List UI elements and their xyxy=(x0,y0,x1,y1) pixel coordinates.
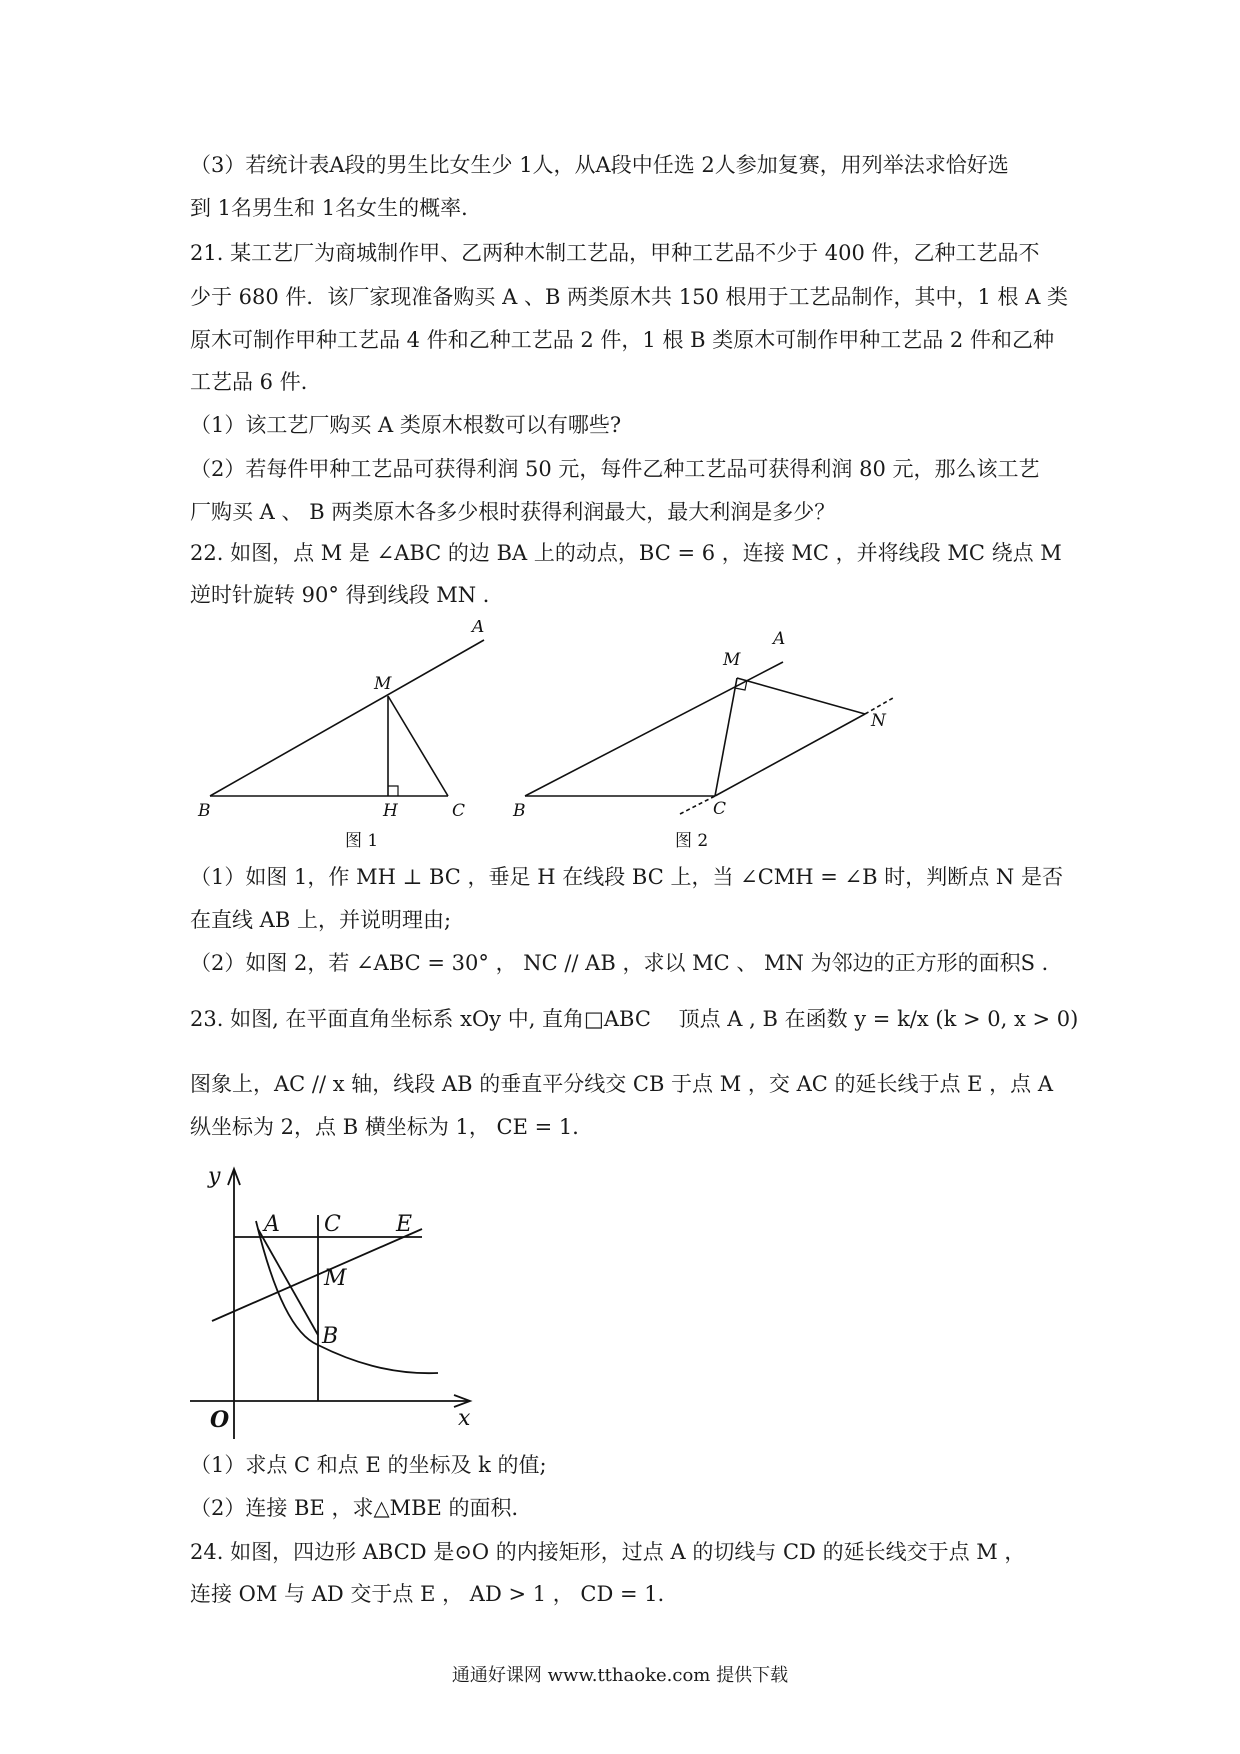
q23-label-c: C xyxy=(324,1212,341,1237)
q20-part3-line2: 到 1名男生和 1名女生的概率． xyxy=(190,196,483,220)
q22-part2: （2）如图 2，若 ∠ABC = 30° ， NC // AB ，求以 MC 、 MN 为邻边的正方形的面积S ． xyxy=(190,951,1063,975)
q21-line2: 少于 680 件．该厂家现准备购买 A 、B 两类原木共 150 根用于工艺品制作，其中，1 根 A 类 xyxy=(190,285,1069,309)
q23-label-e: E xyxy=(396,1212,413,1237)
fig2-label-n: N xyxy=(871,711,886,731)
q24-line2: 连接 OM 与 AD 交于点 E ， AD > 1 ， CD = 1． xyxy=(190,1582,679,1606)
fig2-line-mn xyxy=(737,678,865,714)
q23-part2: （2）连接 BE ，求△MBE 的面积． xyxy=(190,1496,533,1520)
q21-line3: 原木可制作甲种工艺品 4 件和乙种工艺品 2 件，1 根 B 类原木可制作甲种工艺品 2 件和乙种 xyxy=(190,328,1054,352)
q20-part3-line1: （3）若统计表A段的男生比女生少 1人，从A段中任选 2人参加复赛，用列举法求恰好选 xyxy=(190,153,1009,177)
q23-label-b: B xyxy=(322,1324,339,1349)
q22-part1-line1: （1）如图 1，作 MH ⊥ BC ，垂足 H 在线段 BC 上，当 ∠CMH = ∠B 时，判断点 N 是否 xyxy=(190,865,1063,889)
fig2-dashed-ext-low xyxy=(680,796,715,814)
fig1-line-ba xyxy=(210,640,484,796)
fig1-label-a: A xyxy=(472,620,485,637)
fig2-caption: 图 2 xyxy=(675,831,709,850)
fig1-label-m: M xyxy=(374,674,392,694)
q21-part2-line2: 厂购买 A 、 B 两类原木各多少根时获得利润最大，最大利润是多少？ xyxy=(190,500,836,524)
q22-line1: 22. 如图，点 M 是 ∠ABC 的边 BA 上的动点，BC = 6 ，连接 MC ，并将线段 MC 绕点 M xyxy=(190,541,1062,565)
q21-line1: 21. 某工艺厂为商城制作甲、乙两种木制工艺品，甲种工艺品不少于 400 件，乙种工艺品不 xyxy=(190,241,1040,265)
fig2-label-c: C xyxy=(713,799,727,819)
fig2-label-b: B xyxy=(513,801,526,821)
q22-part1-line2: 在直线 AB 上，并说明理由; xyxy=(190,908,452,932)
fig1-label-h: H xyxy=(383,801,398,821)
page-footer: 通通好课网 www.tthaoke.com 提供下载 xyxy=(451,1665,789,1686)
fig2-label-m: M xyxy=(723,650,741,670)
fig1-line-mc xyxy=(388,696,448,796)
q22-figure-2 xyxy=(505,620,935,850)
q21-line4: 工艺品 6 件． xyxy=(190,370,322,394)
q22-figure-1 xyxy=(190,620,520,850)
fig1-caption: 图 1 xyxy=(345,831,379,850)
q23-line-me xyxy=(212,1229,422,1321)
fig2-label-a: A xyxy=(773,629,786,649)
fig2-line-cn xyxy=(715,714,865,796)
q23-curve xyxy=(256,1221,438,1373)
q24-line1: 24. 如图，四边形 ABCD 是⊙O 的内接矩形，过点 A 的切线与 CD 的延长线交于点 M ， xyxy=(190,1540,1026,1564)
fig1-label-c: C xyxy=(452,801,466,821)
fig2-line-ba xyxy=(525,662,783,796)
q23-line2: 图象上，AC // x 轴，线段 AB 的垂直平分线交 CB 于点 M ，交 AC 的延长线于点 E ，点 A xyxy=(190,1072,1054,1096)
q23-line1: 23. 如图, 在平面直角坐标系 xOy 中, 直角□ABC 顶点 A , B 在函数 y = k/x (k > 0, x > 0) xyxy=(190,1007,1079,1031)
q23-label-o: O xyxy=(210,1407,230,1433)
q21-part1: （1）该工艺厂购买 A 类原木根数可以有哪些? xyxy=(190,413,622,437)
q23-line3: 纵坐标为 2，点 B 横坐标为 1， CE = 1． xyxy=(190,1115,594,1139)
q23-figure xyxy=(190,1155,490,1445)
q23-line-ab xyxy=(258,1229,318,1335)
q23-label-a: A xyxy=(264,1212,280,1237)
q23-part1: （1）求点 C 和点 E 的坐标及 k 的值; xyxy=(190,1453,547,1477)
fig1-right-angle-mark xyxy=(388,786,398,796)
q23-label-y: y xyxy=(208,1164,221,1189)
q21-part2-line1: （2）若每件甲种工艺品可获得利润 50 元，每件乙种工艺品可获得利润 80 元，那么该工艺 xyxy=(190,457,1040,481)
q23-label-x: x xyxy=(458,1406,471,1431)
q23-label-m: M xyxy=(324,1266,347,1291)
q22-line2: 逆时针旋转 90° 得到线段 MN ． xyxy=(190,583,504,607)
fig1-label-b: B xyxy=(198,801,211,821)
